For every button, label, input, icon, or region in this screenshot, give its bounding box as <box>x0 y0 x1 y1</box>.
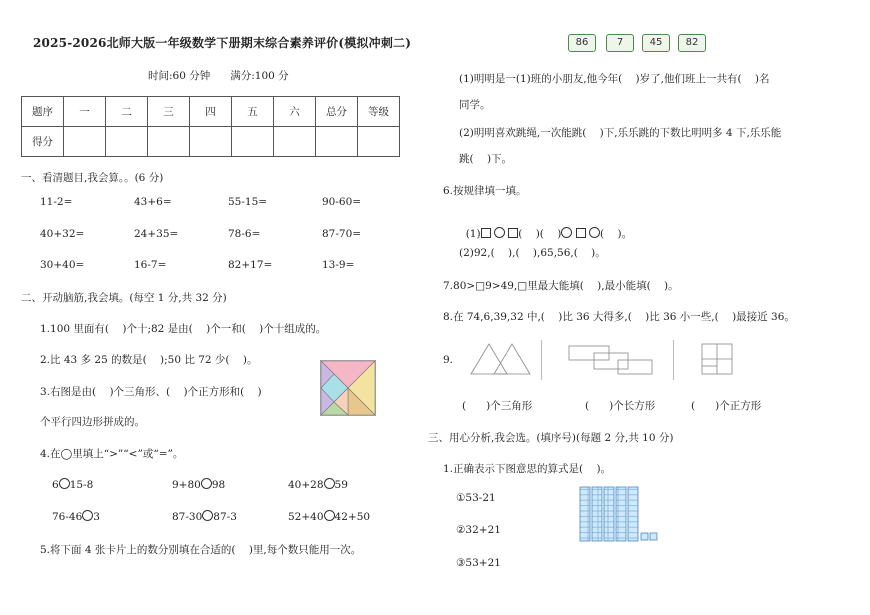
compare-left: 76-46 <box>52 511 83 523</box>
calc-item: 13-9= <box>322 259 355 271</box>
compare-item <box>172 478 225 491</box>
score-cell[interactable] <box>64 127 106 157</box>
compare-left: 52+40 <box>288 511 324 523</box>
compare-circle[interactable] <box>201 478 212 489</box>
score-table <box>21 96 400 157</box>
score-cell[interactable] <box>106 127 148 157</box>
question-6-1 <box>459 214 632 241</box>
question-2-3b: 个平行四边形拼成的。 <box>40 416 145 428</box>
score-header-cell: 题序 <box>22 97 64 127</box>
number-card: 45 <box>642 34 670 52</box>
question-5-2a: (2)明明喜欢跳绳,一次能跳( )下,乐乐跳的下数比明明多 4 下,乐乐能 <box>459 127 782 139</box>
tangram-figure <box>320 360 376 416</box>
section3-title: 三、用心分析,我会选。(填序号)(每题 2 分,共 10 分) <box>428 432 674 444</box>
compare-item <box>288 510 370 523</box>
compare-circle[interactable] <box>324 478 335 489</box>
compare-left: 9+80 <box>172 479 201 491</box>
divider-line <box>673 340 674 380</box>
compare-circle[interactable] <box>202 510 213 521</box>
score-header-cell: 三 <box>148 97 190 127</box>
compare-item <box>52 478 93 491</box>
question-5-1a: (1)明明是一(1)班的小朋友,他今年( )岁了,他们班上一共有( )名 <box>459 73 770 85</box>
compare-right: 15-8 <box>69 479 94 491</box>
option-1[interactable]: ①53-21 <box>456 492 496 504</box>
q9-rectangle-label: ( )个长方形 <box>585 400 656 412</box>
compare-right: 59 <box>334 479 348 491</box>
q9-triangle-label: ( )个三角形 <box>462 400 533 412</box>
square-shape <box>508 228 518 238</box>
circle-shape <box>589 227 600 238</box>
score-cell[interactable] <box>274 127 316 157</box>
compare-right: 42+50 <box>334 511 371 523</box>
score-row-label: 得分 <box>22 127 64 157</box>
score-header-cell: 六 <box>274 97 316 127</box>
question-7: 7.80>□9>49,□里最大能填( ),最小能填( )。 <box>443 280 679 292</box>
compare-circle[interactable] <box>59 478 70 489</box>
compare-circle[interactable] <box>324 510 335 521</box>
calc-item: 55-15= <box>228 196 268 208</box>
squares-figure <box>701 343 733 375</box>
calc-item: 82+17= <box>228 259 273 271</box>
question-3-1: 1.正确表示下图意思的算式是( )。 <box>443 463 612 475</box>
compare-right: 98 <box>211 479 226 491</box>
question-2-4: 4.在◯里填上“>”“<”或“=”。 <box>40 448 184 460</box>
compare-left: 6 <box>52 479 59 491</box>
score-cell[interactable] <box>148 127 190 157</box>
compare-left: 40+28 <box>288 479 324 491</box>
score-header-cell: 五 <box>232 97 274 127</box>
compare-right: 87-3 <box>213 511 237 523</box>
divider-line <box>541 340 542 380</box>
option-3[interactable]: ③53+21 <box>456 557 501 569</box>
calc-item: 40+32= <box>40 228 85 240</box>
score-header-cell: 二 <box>106 97 148 127</box>
question-6: 6.按规律填一填。 <box>443 185 527 197</box>
q6-1-blanks: ( )( ) <box>518 228 562 240</box>
calc-item: 24+35= <box>134 228 179 240</box>
option-2[interactable]: ②32+21 <box>456 524 501 536</box>
score-table-header-row <box>22 97 400 127</box>
calc-item: 78-6= <box>228 228 261 240</box>
score-cell[interactable] <box>190 127 232 157</box>
question-6-2: (2)92,( ),( ),65,56,( )。 <box>459 247 606 259</box>
compare-circle[interactable] <box>82 510 93 521</box>
number-card: 86 <box>568 34 596 52</box>
question-2-1: 1.100 里面有( )个十;82 是由( )个一和( )个十组成的。 <box>40 323 327 335</box>
compare-item <box>172 510 237 523</box>
question-8: 8.在 74,6,39,32 中,( )比 36 大得多,( )比 36 小一些,( )最接近 36。 <box>443 311 795 323</box>
calc-item: 30+40= <box>40 259 85 271</box>
q6-1-end: ( )。 <box>600 228 633 240</box>
compare-right: 3 <box>93 511 100 523</box>
square-shape <box>576 228 586 238</box>
calc-item: 87-70= <box>322 228 362 240</box>
circle-shape <box>494 227 505 238</box>
triangles-figure <box>470 343 532 375</box>
question-5-2b: 跳( )下。 <box>459 153 513 165</box>
score-header-cell: 一 <box>64 97 106 127</box>
score-cell[interactable] <box>316 127 358 157</box>
section1-title: 一、看清题目,我会算。。(6 分) <box>21 172 164 184</box>
page-title: 2025-2026北师大版一年级数学下册期末综合素养评价(模拟冲刺二) <box>33 36 412 50</box>
square-shape <box>481 228 491 238</box>
compare-left: 87-30 <box>172 511 203 523</box>
question-5-1b: 同学。 <box>459 99 491 111</box>
question-2-2: 2.比 43 多 25 的数是( );50 比 72 少( )。 <box>40 354 258 366</box>
base-ten-blocks-figure <box>578 484 660 542</box>
compare-item <box>288 478 348 491</box>
rectangles-figure <box>568 344 654 376</box>
section2-title: 二、开动脑筋,我会填。(每空 1 分,共 32 分) <box>21 292 227 304</box>
calc-item: 43+6= <box>134 196 172 208</box>
question-2-3a: 3.右图是由( )个三角形、( )个正方形和( ) <box>40 386 262 398</box>
calc-item: 16-7= <box>134 259 167 271</box>
score-table-score-row <box>22 127 400 157</box>
circle-shape <box>561 227 572 238</box>
score-cell[interactable] <box>232 127 274 157</box>
number-card: 7 <box>606 34 634 52</box>
score-header-cell: 四 <box>190 97 232 127</box>
question-9: 9. <box>443 354 454 366</box>
calc-item: 90-60= <box>322 196 362 208</box>
time-info: 时间:60 分钟 满分:100 分 <box>148 70 289 82</box>
calc-item: 11-2= <box>40 196 73 208</box>
score-header-cell: 总分 <box>316 97 358 127</box>
score-cell[interactable] <box>358 127 400 157</box>
compare-item <box>52 510 100 523</box>
score-header-cell: 等级 <box>358 97 400 127</box>
q6-1-prefix: (1) <box>465 228 481 240</box>
q9-square-label: ( )个正方形 <box>691 400 762 412</box>
question-2-5: 5.将下面 4 张卡片上的数分别填在合适的( )里,每个数只能用一次。 <box>40 544 362 556</box>
number-card: 82 <box>678 34 706 52</box>
